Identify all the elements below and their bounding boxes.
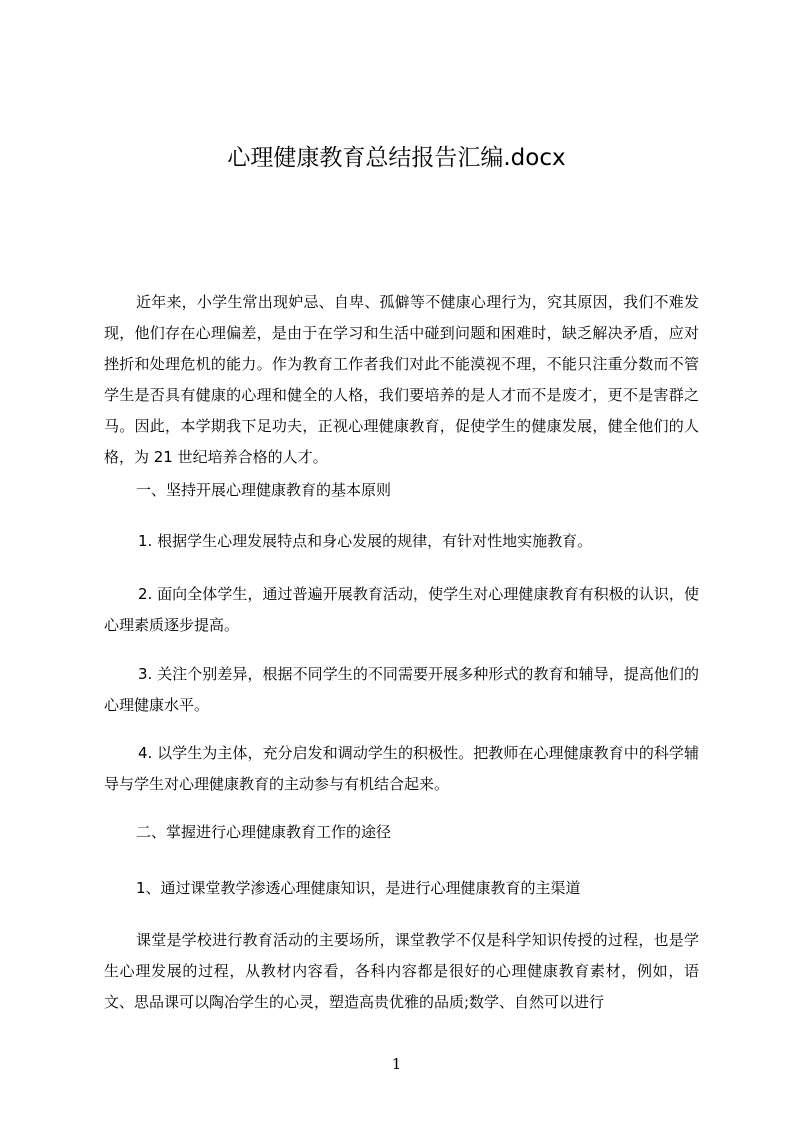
principle-item-3: 3. 关注个别差异，根据不同学生的不同需要开展多种形式的教育和辅导，提高他们的心理健康水平。 bbox=[104, 665, 699, 714]
section-2-paragraph: 课堂是学校进行教育活动的主要场所，课堂教学不仅是科学知识传授的过程，也是学生心理发展的过程，从教材内容看，各科内容都是很好的心理健康教育素材，例如，语文、思品课可以陶冶学生的心灵，塑造高贵优雅的品质;数学、自然可以进行 bbox=[104, 931, 699, 1011]
section-2-heading: 二、掌握进行心理健康教育工作的途径 bbox=[136, 823, 392, 841]
principle-item-2: 2. 面向全体学生，通过普遍开展教育活动，使学生对心理健康教育有积极的认识，使心理素质逐步提高。 bbox=[104, 585, 699, 634]
document-title: 心理健康教育总结报告汇编.docx bbox=[227, 145, 566, 171]
section-1-heading: 一、坚持开展心理健康教育的基本原则 bbox=[136, 481, 392, 499]
intro-paragraph: 近年来，小学生常出现妒忌、自卑、孤僻等不健康心理行为，究其原因，我们不难发现，他们存在心理偏差，是由于在学习和生活中碰到问题和困难时，缺乏解决矛盾，应对挫折和处理危机的能力。作为教育工作者我们对此不能漠视不理，不能只注重分数而不管学生是否具有健康的心理和健全的人格，我们要培养的是人才而不是废才，更不是害群之马。因此，本学期我下足功夫，正视心理健康教育，促使学生的健康发展，健全他们的人格，为 21 世纪培养合格的人才。 bbox=[104, 293, 699, 466]
section-2-subheading: 1、通过课堂教学渗透心理健康知识，是进行心理健康教育的主渠道 bbox=[136, 879, 581, 897]
principle-item-4: 4. 以学生为主体，充分启发和调动学生的积极性。把教师在心理健康教育中的科学辅导与学生对心理健康教育的主动参与有机结合起来。 bbox=[104, 744, 699, 793]
principle-item-1: 1. 根据学生心理发展特点和身心发展的规律，有针对性地实施教育。 bbox=[138, 532, 593, 550]
page-number: 1 bbox=[391, 1055, 402, 1073]
